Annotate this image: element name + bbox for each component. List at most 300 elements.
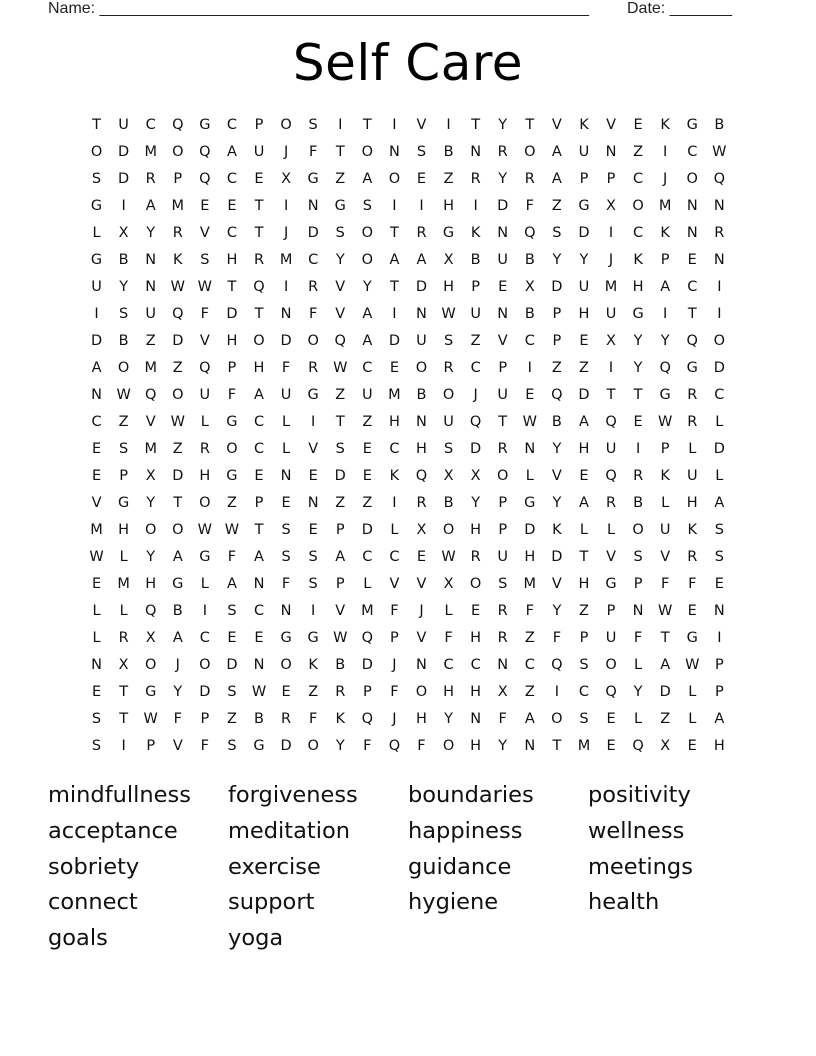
grid-letter: Y <box>660 333 670 349</box>
grid-letter: M <box>279 252 293 268</box>
grid-letter: N <box>632 603 644 619</box>
grid-letter: D <box>118 171 130 187</box>
grid-letter: I <box>121 738 126 754</box>
grid-letter: L <box>688 684 697 700</box>
grid-letter: W <box>89 549 104 565</box>
grid-letter: O <box>442 738 455 754</box>
grid-letter: T <box>254 522 264 538</box>
grid-letter: Q <box>551 387 563 403</box>
grid-letter: G <box>145 684 157 700</box>
grid-letter: X <box>145 468 156 484</box>
grid-letter: D <box>551 279 563 295</box>
grid-letter: D <box>172 468 184 484</box>
grid-letter: C <box>362 360 373 376</box>
grid-letter: E <box>362 441 372 457</box>
grid-letter: R <box>443 360 454 376</box>
grid-letter: S <box>308 549 318 565</box>
grid-letter: S <box>308 117 318 133</box>
grid-letter: C <box>687 144 698 160</box>
grid-letter: E <box>362 468 372 484</box>
grid-letter: E <box>498 279 508 295</box>
grid-letter: D <box>90 333 103 349</box>
grid-letter: J <box>283 225 289 241</box>
grid-letter: P <box>498 522 508 538</box>
grid-letter: C <box>199 630 210 646</box>
word-list-item: sobriety <box>48 853 140 880</box>
grid-letter: W <box>441 549 456 565</box>
grid-letter: B <box>714 117 725 133</box>
grid-letter: J <box>663 171 668 187</box>
grid-letter: R <box>172 225 183 241</box>
grid-letter: Q <box>524 225 536 241</box>
page-title: Self Care <box>292 34 524 92</box>
grid-letter: V <box>660 549 671 565</box>
grid-letter: N <box>524 738 536 754</box>
grid-letter: Z <box>660 711 671 727</box>
grid-letter: O <box>144 522 157 538</box>
grid-letter: T <box>633 387 643 403</box>
grid-letter: E <box>579 333 589 349</box>
grid-letter: M <box>144 144 157 160</box>
grid-letter: U <box>605 441 617 457</box>
grid-letter: Y <box>498 171 508 187</box>
grid-letter: B <box>524 306 535 322</box>
grid-letter: R <box>524 171 535 187</box>
grid-letter: O <box>524 144 536 160</box>
grid-letter: A <box>362 333 373 349</box>
grid-letter: R <box>199 441 210 457</box>
grid-letter: H <box>632 279 644 295</box>
grid-letter: F <box>363 738 372 754</box>
grid-letter: D <box>226 657 238 673</box>
grid-letter: V <box>416 576 427 592</box>
grid-letter: O <box>469 576 482 592</box>
grid-letter: I <box>663 144 668 160</box>
grid-letter: H <box>443 198 454 214</box>
grid-letter: A <box>551 144 562 160</box>
grid-letter: A <box>254 549 264 565</box>
grid-letter: S <box>227 738 237 754</box>
grid-letter: F <box>390 603 399 619</box>
grid-letter: A <box>578 495 589 511</box>
grid-letter: P <box>119 468 128 484</box>
grid-letter: I <box>608 360 614 376</box>
grid-letter: A <box>226 576 237 592</box>
grid-letter: I <box>608 225 614 241</box>
grid-letter: O <box>280 657 292 673</box>
grid-letter: P <box>714 657 724 673</box>
grid-letter: R <box>416 225 427 241</box>
grid-letter: T <box>498 414 508 430</box>
grid-letter: I <box>392 198 397 214</box>
grid-letter: Q <box>253 279 265 295</box>
word-list-item: goals <box>48 925 108 952</box>
grid-letter: O <box>415 684 428 700</box>
grid-letter: Y <box>552 252 562 268</box>
grid-letter: O <box>199 657 211 673</box>
grid-letter: G <box>307 387 319 403</box>
grid-letter: E <box>91 684 102 700</box>
grid-letter: T <box>525 117 535 133</box>
grid-letter: J <box>608 252 614 268</box>
grid-letter: F <box>281 360 291 376</box>
grid-row <box>83 571 733 598</box>
grid-letter: A <box>714 711 725 727</box>
grid-letter: A <box>172 549 183 565</box>
grid-letter: W <box>658 414 673 430</box>
grid-letter: C <box>226 171 237 187</box>
grid-letter: V <box>416 630 427 646</box>
grid-letter: Z <box>145 333 156 349</box>
grid-letter: T <box>119 711 129 727</box>
grid-letter: W <box>441 306 456 322</box>
grid-letter: P <box>633 576 643 592</box>
grid-letter: O <box>172 144 184 160</box>
grid-letter: N <box>416 306 427 322</box>
grid-letter: K <box>335 711 345 727</box>
grid-letter: R <box>470 171 481 187</box>
grid-letter: H <box>388 414 400 430</box>
grid-letter: Q <box>199 144 211 160</box>
grid-row <box>83 328 733 355</box>
grid-letter: A <box>524 711 535 727</box>
grid-letter: E <box>254 468 264 484</box>
grid-letter: X <box>416 522 427 538</box>
grid-letter: P <box>552 333 562 349</box>
word-list-item: wellness <box>588 817 685 844</box>
grid-letter: H <box>443 684 454 700</box>
grid-letter: A <box>578 414 589 430</box>
grid-letter: O <box>172 522 184 538</box>
grid-letter: S <box>91 171 102 187</box>
grid-letter: F <box>633 630 643 646</box>
grid-letter: R <box>145 171 156 187</box>
grid-letter: C <box>714 387 725 403</box>
grid-letter: Y <box>498 738 508 754</box>
grid-letter: V <box>416 117 427 133</box>
grid-letter: Y <box>119 279 129 295</box>
grid-letter: V <box>389 576 400 592</box>
grid-letter: U <box>362 387 373 403</box>
grid-row <box>83 436 733 463</box>
grid-letter: L <box>282 441 291 457</box>
grid-letter: D <box>659 684 671 700</box>
grid-letter: O <box>605 657 617 673</box>
grid-letter: F <box>227 387 237 403</box>
grid-letter: C <box>362 549 373 565</box>
word-list-item: positivity <box>588 782 691 808</box>
grid-letter: F <box>227 549 237 565</box>
grid-letter: X <box>443 576 454 592</box>
grid-letter: E <box>714 576 724 592</box>
grid-letter: V <box>551 117 562 133</box>
grid-letter: G <box>686 360 698 376</box>
grid-letter: Z <box>335 171 346 187</box>
grid-letter: V <box>497 333 508 349</box>
grid-letter: D <box>307 225 319 241</box>
grid-letter: U <box>605 306 617 322</box>
grid-letter: M <box>604 279 618 295</box>
grid-letter: O <box>144 657 157 673</box>
grid-letter: N <box>713 198 725 214</box>
grid-letter: A <box>416 252 427 268</box>
grid-letter: D <box>578 225 590 241</box>
grid-letter: L <box>119 603 128 619</box>
grid-letter: Q <box>172 117 184 133</box>
grid-letter: R <box>687 414 698 430</box>
grid-letter: U <box>416 333 427 349</box>
grid-letter: Q <box>469 414 482 430</box>
grid-row <box>83 220 733 247</box>
grid-letter: D <box>280 333 292 349</box>
word-list-item: connect <box>48 889 138 916</box>
grid-letter: H <box>578 576 590 592</box>
grid-letter: R <box>714 225 725 241</box>
grid-letter: S <box>200 252 210 268</box>
grid-letter: K <box>552 522 562 538</box>
grid-letter: P <box>227 360 237 376</box>
grid-letter: N <box>91 387 102 403</box>
grid-letter: F <box>173 711 182 727</box>
word-list-item: forgiveness <box>228 782 358 808</box>
grid-letter: B <box>118 333 129 349</box>
grid-letter: F <box>688 576 697 592</box>
grid-letter: R <box>497 441 508 457</box>
grid-letter: N <box>280 468 292 484</box>
grid-letter: U <box>91 279 102 295</box>
grid-letter: W <box>197 522 213 538</box>
grid-letter: T <box>119 684 129 700</box>
grid-letter: Z <box>633 144 644 160</box>
grid-letter: S <box>579 711 589 727</box>
grid-letter: E <box>416 549 427 565</box>
word-list <box>48 778 768 957</box>
grid-letter: H <box>253 360 265 376</box>
grid-letter: P <box>335 522 345 538</box>
grid-letter: T <box>389 279 399 295</box>
grid-letter: B <box>470 252 481 268</box>
grid-letter: N <box>280 306 292 322</box>
grid-letter: T <box>606 387 616 403</box>
grid-letter: H <box>524 549 536 565</box>
grid-letter: E <box>606 738 616 754</box>
grid-letter: O <box>199 495 211 511</box>
grid-row <box>83 490 733 517</box>
grid-row <box>83 112 733 139</box>
grid-letter: S <box>579 657 589 673</box>
grid-letter: I <box>554 684 559 700</box>
grid-letter: H <box>416 711 427 727</box>
grid-letter: L <box>688 441 697 457</box>
grid-letter: Q <box>144 387 157 403</box>
grid-letter: L <box>525 468 534 484</box>
grid-letter: G <box>659 387 671 403</box>
grid-letter: A <box>660 279 671 295</box>
grid-letter: P <box>552 306 562 322</box>
grid-letter: F <box>281 576 291 592</box>
grid-letter: L <box>200 414 209 430</box>
grid-letter: T <box>227 279 237 295</box>
grid-letter: B <box>443 144 454 160</box>
grid-letter: D <box>713 441 725 457</box>
grid-letter: Z <box>551 360 562 376</box>
grid-letter: V <box>172 738 183 754</box>
grid-letter: N <box>686 198 698 214</box>
grid-letter: Z <box>172 360 183 376</box>
grid-letter: S <box>633 549 643 565</box>
grid-letter: T <box>254 198 264 214</box>
grid-letter: O <box>632 198 644 214</box>
grid-letter: O <box>632 522 644 538</box>
grid-letter: Q <box>415 468 428 484</box>
grid-letter: H <box>145 576 157 592</box>
grid-letter: N <box>145 252 157 268</box>
grid-letter: O <box>90 144 103 160</box>
grid-letter: Q <box>605 414 617 430</box>
grid-letter: Y <box>552 441 562 457</box>
grid-letter: W <box>143 711 158 727</box>
grid-letter: C <box>633 225 644 241</box>
grid-letter: R <box>281 711 292 727</box>
grid-letter: C <box>253 441 265 457</box>
grid-letter: Q <box>361 711 374 727</box>
grid-letter: G <box>605 576 617 592</box>
grid-letter: Z <box>551 198 562 214</box>
grid-letter: Z <box>524 684 535 700</box>
grid-letter: V <box>199 225 210 241</box>
grid-row <box>83 625 733 652</box>
grid-letter: O <box>551 711 563 727</box>
grid-letter: V <box>606 117 616 133</box>
grid-letter: I <box>311 414 316 430</box>
grid-row <box>83 139 733 166</box>
grid-letter: N <box>307 198 319 214</box>
grid-letter: D <box>199 684 211 700</box>
grid-letter: H <box>199 468 211 484</box>
grid-letter: A <box>254 387 264 403</box>
grid-letter: D <box>172 333 184 349</box>
grid-letter: F <box>308 306 318 322</box>
grid-letter: W <box>685 657 700 673</box>
grid-letter: Q <box>632 738 644 754</box>
grid-letter: E <box>200 198 210 214</box>
grid-letter: P <box>606 171 616 187</box>
grid-letter: N <box>605 144 617 160</box>
grid-letter: U <box>578 279 590 295</box>
word-list-item: happiness <box>408 817 523 844</box>
grid-letter: S <box>281 522 291 538</box>
grid-letter: T <box>687 306 697 322</box>
grid-letter: V <box>551 468 562 484</box>
grid-letter: Z <box>578 603 589 619</box>
grid-letter: I <box>663 306 668 322</box>
grid-letter: X <box>606 333 616 349</box>
grid-letter: A <box>172 630 183 646</box>
grid-letter: N <box>470 711 482 727</box>
grid-letter: V <box>145 414 156 430</box>
grid-letter: P <box>335 576 345 592</box>
grid-letter: Y <box>498 117 508 133</box>
grid-letter: D <box>334 468 346 484</box>
grid-letter: Q <box>388 738 401 754</box>
grid-letter: T <box>173 495 183 511</box>
grid-letter: N <box>253 657 265 673</box>
grid-letter: Y <box>471 495 481 511</box>
grid-letter: C <box>470 360 481 376</box>
grid-letter: T <box>335 414 345 430</box>
grid-letter: H <box>713 738 725 754</box>
grid-letter: U <box>280 387 292 403</box>
grid-letter: K <box>470 225 481 241</box>
grid-letter: N <box>497 657 509 673</box>
grid-letter: Y <box>362 279 372 295</box>
grid-letter: O <box>361 252 374 268</box>
word-list-item: exercise <box>228 853 321 880</box>
grid-letter: F <box>661 576 670 592</box>
grid-letter: Z <box>362 495 373 511</box>
grid-letter: S <box>443 333 454 349</box>
grid-letter: Z <box>226 495 237 511</box>
grid-letter: G <box>334 198 346 214</box>
grid-letter: L <box>282 414 291 430</box>
grid-letter: S <box>227 684 237 700</box>
grid-letter: F <box>525 603 534 619</box>
grid-letter: F <box>308 144 318 160</box>
grid-letter: W <box>333 360 348 376</box>
grid-letter: P <box>660 441 670 457</box>
grid-letter: U <box>145 306 156 322</box>
grid-letter: A <box>389 252 400 268</box>
grid-letter: K <box>173 252 183 268</box>
grid-letter: P <box>173 171 183 187</box>
grid-letter: J <box>175 657 180 673</box>
grid-row <box>83 166 733 193</box>
grid-letter: E <box>308 522 318 538</box>
grid-letter: G <box>117 495 130 511</box>
grid-letter: Y <box>633 360 643 376</box>
grid-letter: M <box>144 360 157 376</box>
grid-letter: Q <box>144 603 157 619</box>
grid-letter: E <box>281 684 291 700</box>
grid-letter: L <box>200 576 209 592</box>
grid-letter: E <box>687 252 697 268</box>
grid-letter: P <box>254 495 264 511</box>
grid-letter: Q <box>605 468 617 484</box>
grid-letter: C <box>91 414 102 430</box>
grid-letter: H <box>470 630 482 646</box>
grid-letter: C <box>253 603 265 619</box>
grid-letter: F <box>417 738 426 754</box>
grid-row <box>83 355 733 382</box>
grid-letter: T <box>335 144 345 160</box>
grid-letter: L <box>715 468 724 484</box>
grid-row <box>83 247 733 274</box>
grid-letter: P <box>471 279 480 295</box>
grid-letter: L <box>92 225 101 241</box>
grid-letter: P <box>390 630 399 646</box>
grid-letter: Q <box>551 657 563 673</box>
grid-letter: J <box>283 144 289 160</box>
word-list-item: acceptance <box>48 817 178 844</box>
grid-letter: X <box>660 738 671 754</box>
grid-letter: S <box>119 441 129 457</box>
grid-letter: B <box>551 414 562 430</box>
grid-letter: P <box>254 117 264 133</box>
grid-letter: L <box>606 522 616 538</box>
grid-letter: O <box>361 225 374 241</box>
grid-letter: D <box>524 522 536 538</box>
grid-row <box>83 652 733 679</box>
